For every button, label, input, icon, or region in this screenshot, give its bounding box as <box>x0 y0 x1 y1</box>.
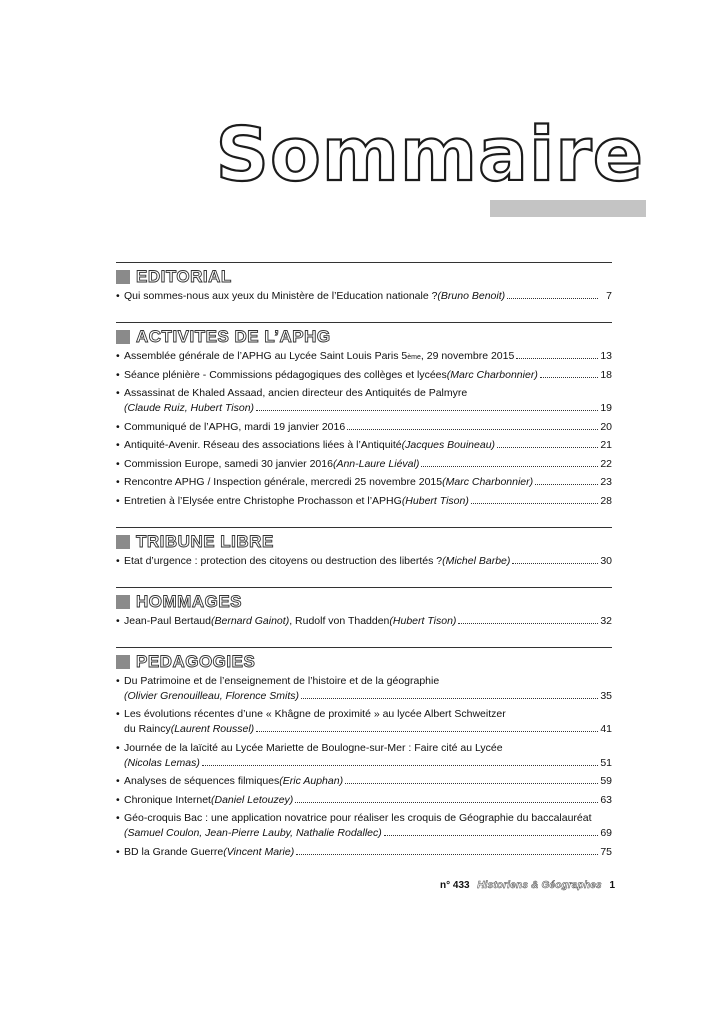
entry-author: (Ann-Laure Liéval) <box>332 457 420 470</box>
toc-entry <box>116 386 612 416</box>
toc-entry <box>116 811 612 841</box>
toc-entry <box>116 289 612 304</box>
entry-page-number: 69 <box>600 827 612 839</box>
entry-title: Assemblée générale de l’APHG au Lycée Saint Louis Paris 5 <box>124 350 408 362</box>
dot-leader <box>421 466 598 467</box>
entry-title: Etat d’urgence : protection des citoyens ou destruction des libertés ? <box>124 554 443 567</box>
bullet-icon: • <box>116 845 120 858</box>
dot-leader <box>295 802 598 803</box>
toc-section <box>116 262 612 304</box>
toc-entry-line <box>116 674 612 689</box>
entry-title: Communiqué de l’APHG, mardi 19 janvier 2016 <box>124 420 346 433</box>
table-of-contents <box>116 262 612 878</box>
bullet-icon: • <box>116 476 120 488</box>
toc-entry <box>116 494 612 509</box>
toc-entry-line <box>116 494 612 509</box>
entry-author: (Nicolas Lemas) <box>124 756 200 769</box>
toc-entry-line <box>116 614 612 629</box>
dot-leader <box>347 429 598 430</box>
toc-entry <box>116 741 612 771</box>
toc-entry-line <box>116 289 612 304</box>
entry-page-number: 21 <box>600 439 612 451</box>
issue-number: n° 433 <box>440 880 470 891</box>
section-divider <box>116 587 612 588</box>
dot-leader <box>384 835 598 836</box>
entry-author: (Jacques Bouineau) <box>401 439 496 451</box>
bullet-icon: • <box>116 387 120 399</box>
title-underline-bar <box>490 200 646 217</box>
toc-entry <box>116 845 612 860</box>
entry-page-number: 35 <box>600 689 612 702</box>
toc-entry <box>116 420 612 435</box>
entry-title: Journée de la laïcité au Lycée Mariette de Boulogne-sur-Mer : Faire cité au Lycée <box>124 741 503 754</box>
entry-author: (Michel Barbe) <box>442 554 511 567</box>
entry-title: Commission Europe, samedi 30 janvier 2016 <box>124 457 333 470</box>
dot-leader <box>256 410 598 411</box>
section-header <box>116 650 612 674</box>
toc-section <box>116 527 612 569</box>
section-divider <box>116 527 612 528</box>
dot-leader <box>512 563 598 564</box>
entry-page-number: 51 <box>600 756 612 769</box>
toc-entry-line <box>116 689 612 704</box>
toc-entry-line <box>116 554 612 569</box>
toc-entry-line <box>116 756 612 771</box>
toc-entry-line <box>116 845 612 860</box>
entry-page-number: 22 <box>600 457 612 470</box>
journal-name: Historiens & Géographes <box>477 880 602 891</box>
entry-page-number: 18 <box>600 368 612 381</box>
toc-entry <box>116 475 612 490</box>
toc-section <box>116 322 612 509</box>
entry-author: (Daniel Letouzey) <box>210 793 294 806</box>
dot-leader <box>296 854 598 855</box>
section-header <box>116 530 612 554</box>
dot-leader <box>301 698 598 699</box>
entry-title: Chronique Internet <box>124 793 211 806</box>
entry-title: Les évolutions récentes d’une « Khâgne de proximité » au lycée Albert Schweitzer <box>124 708 506 720</box>
toc-entry-line <box>116 368 612 383</box>
section-square-icon <box>116 535 130 549</box>
toc-entry-line <box>116 386 612 401</box>
page-title: Sommaire <box>215 112 644 198</box>
bullet-icon: • <box>116 775 120 787</box>
toc-entry-line <box>116 793 612 808</box>
entry-author: (Eric Auphan) <box>279 775 344 787</box>
section-square-icon <box>116 270 130 284</box>
section-title: HOMMAGES <box>136 591 242 611</box>
entry-author: (Claude Ruiz, Hubert Tison) <box>124 402 255 414</box>
bullet-icon: • <box>116 439 120 451</box>
section-divider <box>116 262 612 263</box>
bullet-icon: • <box>116 350 120 362</box>
entry-title: Antiquité-Avenir. Réseau des associations liées à l’Antiquité <box>124 439 402 451</box>
entry-page-number: 75 <box>600 845 612 858</box>
entry-page-number: 63 <box>600 793 612 806</box>
page-number: 1 <box>609 880 615 891</box>
page-footer <box>440 880 615 891</box>
toc-entry-line <box>116 741 612 756</box>
section-divider <box>116 647 612 648</box>
entry-author: (Samuel Coulon, Jean-Pierre Lauby, Nathalie Rodallec) <box>124 827 382 839</box>
entry-page-number: 59 <box>600 775 612 787</box>
bullet-icon: • <box>116 494 120 507</box>
dot-leader <box>471 503 598 504</box>
entry-author: (Marc Charbonnier) <box>446 368 538 381</box>
dot-leader <box>202 765 598 766</box>
entry-title: Qui sommes-nous aux yeux du Ministère de l’Education nationale ? <box>124 290 438 302</box>
entry-author: (Hubert Tison) <box>401 494 469 507</box>
section-square-icon <box>116 330 130 344</box>
toc-entry-line <box>116 811 612 826</box>
bullet-icon: • <box>116 741 120 754</box>
toc-entry <box>116 774 612 789</box>
toc-entry <box>116 707 612 737</box>
dot-leader <box>256 731 598 732</box>
toc-section <box>116 647 612 860</box>
toc-entry-line <box>116 438 612 453</box>
dot-leader <box>516 358 598 359</box>
bullet-icon: • <box>116 554 120 567</box>
entry-page-number: 41 <box>600 723 612 735</box>
toc-entry-line <box>116 774 612 789</box>
entry-page-number: 23 <box>600 476 612 488</box>
entry-title: BD la Grande Guerre <box>124 845 224 858</box>
entry-title: Rencontre APHG / Inspection générale, mercredi 25 novembre 2015 <box>124 476 443 488</box>
section-title: TRIBUNE LIBRE <box>136 531 274 551</box>
entry-author: (Hubert Tison) <box>389 614 457 627</box>
bullet-icon: • <box>116 368 120 381</box>
toc-entry-line <box>116 457 612 472</box>
section-square-icon <box>116 655 130 669</box>
entry-author: (Bruno Benoit) <box>437 290 506 302</box>
entry-title: Jean-Paul Bertaud <box>124 614 211 627</box>
bullet-icon: • <box>116 457 120 470</box>
dot-leader <box>497 447 598 448</box>
toc-entry <box>116 349 612 364</box>
entry-page-number: 28 <box>600 494 612 507</box>
entry-title: Du Patrimoine et de l’enseignement de l’histoire et de la géographie <box>124 674 440 687</box>
toc-entry <box>116 614 612 629</box>
section-title: EDITORIAL <box>136 267 232 286</box>
toc-entry <box>116 457 612 472</box>
entry-title: Assassinat de Khaled Assaad, ancien directeur des Antiquités de Palmyre <box>124 387 468 399</box>
toc-entry-line <box>116 722 612 737</box>
entry-page-number: 30 <box>600 554 612 567</box>
entry-author: (Marc Charbonnier) <box>442 476 534 488</box>
bullet-icon: • <box>116 793 120 806</box>
bullet-icon: • <box>116 420 120 433</box>
toc-entry-line <box>116 707 612 722</box>
toc-entry <box>116 554 612 569</box>
bullet-icon: • <box>116 708 120 720</box>
section-header <box>116 325 612 349</box>
section-title: ACTIVITES DE L’APHG <box>136 327 331 346</box>
entry-title: Géo-croquis Bac : une application novatrice pour réaliser les croquis de Géographie du baccalauréat <box>124 812 592 824</box>
toc-entry <box>116 438 612 453</box>
bullet-icon: • <box>116 614 120 627</box>
section-divider <box>116 322 612 323</box>
entry-page-number: 19 <box>600 402 612 414</box>
entry-title-continued: , Rudolf von Thadden <box>289 614 390 627</box>
toc-section <box>116 587 612 629</box>
section-title: PEDAGOGIES <box>136 651 256 671</box>
entry-page-number: 32 <box>600 614 612 627</box>
dot-leader <box>535 484 598 485</box>
dot-leader <box>458 623 598 624</box>
section-header <box>116 265 612 289</box>
toc-entry-line <box>116 401 612 416</box>
bullet-icon: • <box>116 674 120 687</box>
entry-author: (Vincent Marie) <box>223 845 295 858</box>
entry-title: Entretien à l’Elysée entre Christophe Prochasson et l’APHG <box>124 494 402 507</box>
entry-page-number: 7 <box>606 290 612 302</box>
entry-author: (Bernard Gainot) <box>210 614 290 627</box>
entry-title: Séance plénière - Commissions pédagogiques des collèges et lycées <box>124 368 447 381</box>
section-header <box>116 590 612 614</box>
entry-author: (Laurent Roussel) <box>170 723 255 735</box>
toc-entry <box>116 674 612 704</box>
entry-title: Analyses de séquences filmiques <box>124 775 280 787</box>
toc-entry-line <box>116 475 612 490</box>
toc-entry-line <box>116 420 612 435</box>
toc-entry <box>116 793 612 808</box>
entry-author: (Olivier Grenouilleau, Florence Smits) <box>124 689 300 702</box>
entry-title: du Raincy <box>124 723 171 735</box>
toc-entry-line: • Assemblée générale de l’APHG au Lycée Saint Louis Paris 5 ème , 29 novembre 2015 13 <box>116 350 612 362</box>
entry-page-number: 20 <box>600 420 612 433</box>
dot-leader <box>345 783 598 784</box>
bullet-icon: • <box>116 290 120 302</box>
toc-entry-line <box>116 826 612 841</box>
entry-page-number: 13 <box>600 350 612 362</box>
entry-title-continued: , 29 novembre 2015 <box>420 350 515 362</box>
toc-entry <box>116 368 612 383</box>
dot-leader <box>540 377 598 378</box>
section-square-icon <box>116 595 130 609</box>
bullet-icon: • <box>116 812 120 824</box>
dot-leader <box>507 298 598 299</box>
